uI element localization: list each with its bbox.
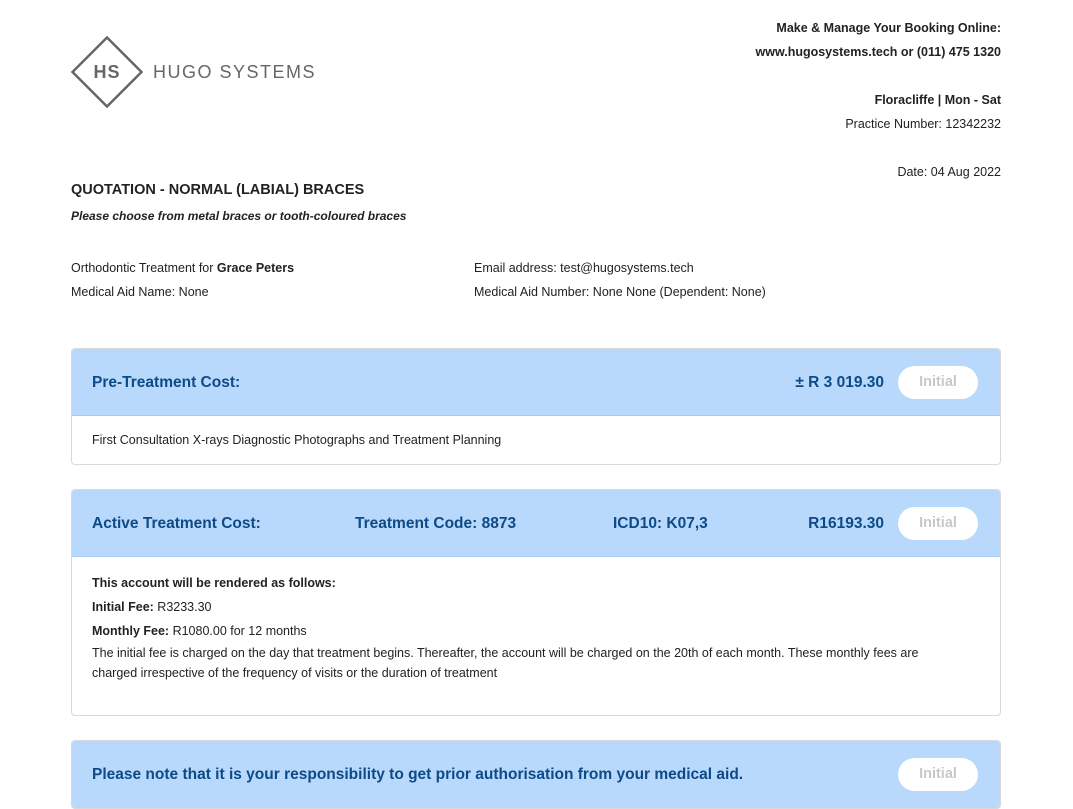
authorisation-initial-button[interactable]: Initial [898,758,978,791]
active-treatment-card [71,489,1001,716]
icd10-code: ICD10: K07,3 [613,515,708,532]
company-logo [71,36,316,108]
treatment-for: Orthodontic Treatment for Grace Peters [71,261,295,275]
monthly-fee-value: R1080.00 for 12 months [169,624,307,638]
active-treatment-amount: R16193.30 [808,515,884,532]
billing-note: The initial fee is charged on the day that treatment begins. Thereafter, the account will be charged on the 20th of each month. These monthly fees are charged irrespective of the frequency of visits or the duration of treatment [92,646,919,680]
booking-title: Make & Manage Your Booking Online: [776,21,1001,35]
pre-treatment-amount: ± R 3 019.30 [795,374,884,391]
quote-date: Date: 04 Aug 2022 [897,165,1001,179]
treatment-code: Treatment Code: 8873 [355,515,517,532]
pre-treatment-initial-button[interactable]: Initial [898,366,978,399]
active-treatment-label: Active Treatment Cost: [92,515,261,532]
quotation-title: QUOTATION - NORMAL (LABIAL) BRACES [71,182,365,198]
active-treatment-header [72,490,1000,557]
active-treatment-body [72,557,1000,683]
logo-company-name: HUGO SYSTEMS [153,61,317,82]
patient-email: Email address: test@hugosystems.tech [474,261,694,275]
medical-aid-number: Medical Aid Number: None None (Dependent: None) [474,285,766,299]
monthly-fee-row: Monthly Fee: R1080.00 for 12 months [92,624,307,638]
authorisation-header [72,741,1000,808]
authorisation-text: Please note that it is your responsibility to get prior authorisation from your medical aid. [92,766,744,783]
booking-contact: www.hugosystems.tech or (011) 475 1320 [755,45,1001,59]
practice-location: Floracliffe | Mon - Sat [874,93,1001,107]
patient-info-right [474,256,766,304]
logo-diamond-icon [71,36,143,108]
rendered-heading: This account will be rendered as follows: [92,576,336,590]
authorisation-card [71,740,1001,809]
medical-aid-name: Medical Aid Name: None [71,285,209,299]
patient-info-left [71,256,294,304]
patient-name: Grace Peters [216,261,295,275]
quotation-subtitle: Please choose from metal braces or tooth-coloured braces [71,209,407,223]
active-treatment-initial-button[interactable]: Initial [898,507,978,540]
practice-number: Practice Number: 12342232 [845,117,1001,131]
initial-fee-row: Initial Fee: R3233.30 [92,600,212,614]
pre-treatment-header [72,349,1000,416]
initial-fee-value: R3233.30 [153,600,212,614]
pre-treatment-description: First Consultation X-rays Diagnostic Photographs and Treatment Planning [92,433,502,447]
quotation-page [71,0,1001,809]
logo-initials: HS [93,62,121,82]
practice-header [756,16,1001,184]
pre-treatment-label: Pre-Treatment Cost: [92,374,241,391]
pre-treatment-card [71,348,1001,465]
